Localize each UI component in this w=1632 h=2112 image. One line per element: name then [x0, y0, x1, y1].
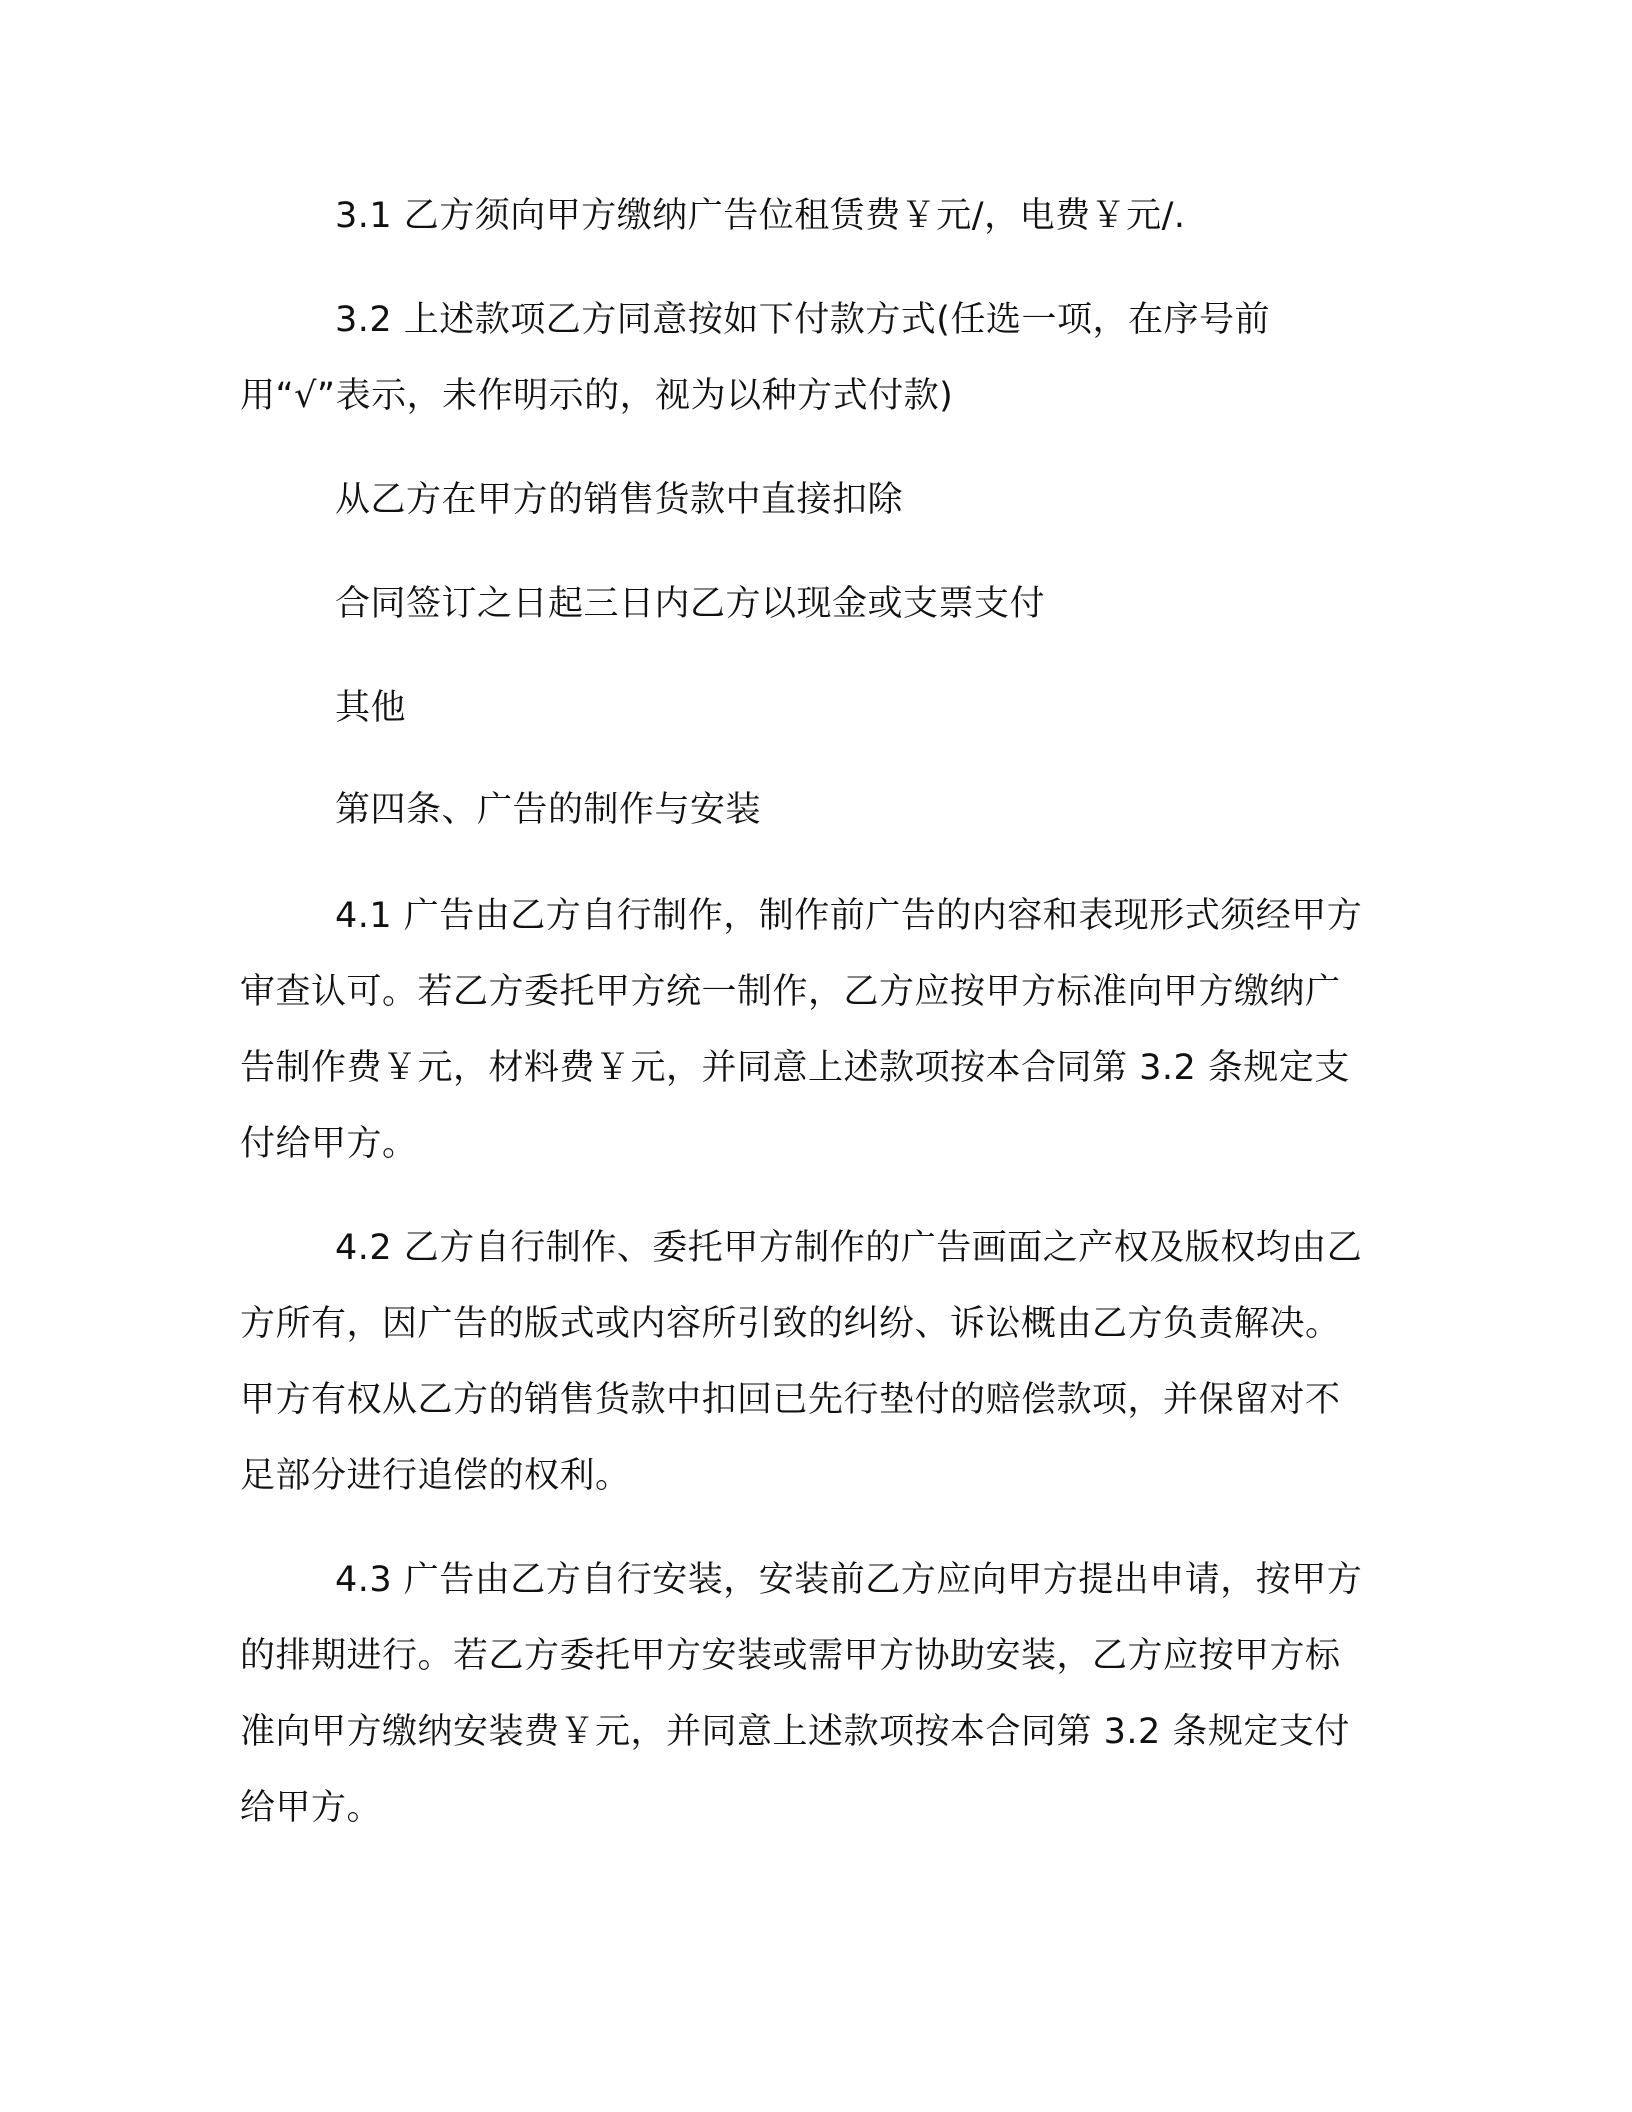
clause-4-2: 4.2 乙方自行制作、委托甲方制作的广告画面之产权及版权均由乙方所有，因广告的版式或内容所引致的纠纷、诉讼概由乙方负责解决。甲方有权从乙方的销售货款中扣回已先行垫付的赔偿款项，并保留对不足部分进行追偿的权利。 [240, 1228, 1363, 1496]
clause-4-1: 4.1 广告由乙方自行制作，制作前广告的内容和表现形式须经甲方审查认可。若乙方委托甲方统一制作，乙方应按甲方标准向甲方缴纳广告制作费￥元，材料费￥元，并同意上述款项按本合同第 3.2 条规定支付给甲方。 [240, 896, 1363, 1164]
payment-option-deduct: 从乙方在甲方的销售货款中直接扣除 [335, 480, 904, 520]
article-4-heading: 第四条、广告的制作与安装 [335, 790, 762, 830]
clause-3-2: 3.2 上述款项乙方同意按如下付款方式(任选一项，在序号前用“√”表示，未作明示的，视为以种方式付款) [240, 300, 1270, 416]
clause-3-1: 3.1 乙方须向甲方缴纳广告位租赁费￥元/，电费￥元/. [335, 196, 1186, 236]
payment-option-other: 其他 [335, 688, 407, 728]
payment-option-cash: 合同签订之日起三日内乙方以现金或支票支付 [335, 584, 1046, 624]
clause-4-3: 4.3 广告由乙方自行安装，安装前乙方应向甲方提出申请，按甲方的排期进行。若乙方委托甲方安装或需甲方协助安装，乙方应按甲方标准向甲方缴纳安装费￥元，并同意上述款项按本合同第 3.2 条规定支付给甲方。 [240, 1560, 1363, 1828]
